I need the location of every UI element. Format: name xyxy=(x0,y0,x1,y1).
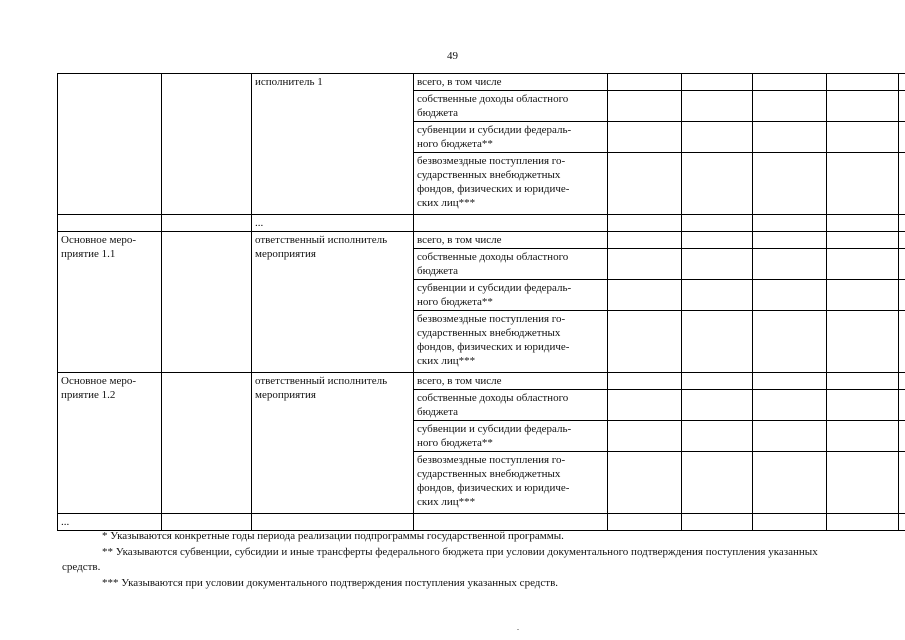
value-cell xyxy=(753,514,827,531)
value-cell xyxy=(827,421,899,452)
value-cell xyxy=(682,122,753,153)
value-cell xyxy=(753,153,827,215)
footnote-3: *** Указываются при условии документального подтверждения поступления указанных средств. xyxy=(102,576,559,589)
value-cell xyxy=(827,280,899,311)
value-cell xyxy=(753,122,827,153)
stray-mark: . xyxy=(517,623,519,632)
value-cell xyxy=(682,452,753,514)
event-name-cell xyxy=(58,74,162,215)
blank-cell xyxy=(58,215,162,232)
value-cell xyxy=(608,91,682,122)
funding-source-cell: субвенции и субсидии федераль- ного бюджета** xyxy=(414,280,608,311)
funding-source-cell: безвозмездные поступления го- сударственных внебюджетных фондов, физических и юридиче- ских лиц*** xyxy=(414,311,608,373)
value-cell xyxy=(827,514,899,531)
value-cell xyxy=(827,232,899,249)
ellipsis-cell: ... xyxy=(58,514,162,531)
footnote-1: * Указываются конкретные годы периода реализации подпрограммы государственной программы. xyxy=(102,530,564,542)
value-cell xyxy=(608,514,682,531)
funding-source-cell: безвозмездные поступления го- сударственных внебюджетных фондов, физических и юридиче- ских лиц*** xyxy=(414,452,608,514)
value-cell xyxy=(682,514,753,531)
funding-source-cell: субвенции и субсидии федераль- ного бюджета** xyxy=(414,122,608,153)
value-cell xyxy=(753,311,827,373)
value-cell xyxy=(899,280,905,311)
value-cell xyxy=(899,122,905,153)
value-cell xyxy=(753,249,827,280)
value-cell xyxy=(827,390,899,421)
value-cell xyxy=(753,74,827,91)
value-cell xyxy=(608,280,682,311)
funding-source-cell: всего, в том числе xyxy=(414,74,608,91)
value-cell xyxy=(608,311,682,373)
value-cell xyxy=(899,514,905,531)
value-cell xyxy=(753,215,827,232)
value-cell xyxy=(682,74,753,91)
value-cell xyxy=(608,421,682,452)
blank-cell xyxy=(414,215,608,232)
value-cell xyxy=(608,249,682,280)
blank-cell xyxy=(162,514,252,531)
table-row-ellipsis xyxy=(58,514,905,531)
page-number: 49 xyxy=(447,50,458,62)
value-cell xyxy=(827,91,899,122)
value-cell xyxy=(608,452,682,514)
value-cell xyxy=(899,452,905,514)
value-cell xyxy=(608,153,682,215)
value-cell xyxy=(827,373,899,390)
value-cell xyxy=(682,91,753,122)
value-cell xyxy=(753,421,827,452)
value-cell xyxy=(899,74,905,91)
table-row-ellipsis xyxy=(58,215,905,232)
value-cell xyxy=(682,421,753,452)
executor-cell: ответственный исполнитель мероприятия xyxy=(252,373,414,514)
table-row xyxy=(58,232,905,249)
value-cell xyxy=(899,421,905,452)
value-cell xyxy=(899,153,905,215)
value-cell xyxy=(682,373,753,390)
value-cell xyxy=(899,249,905,280)
event-name-cell: Основное меро- приятие 1.2 xyxy=(58,373,162,514)
value-cell xyxy=(682,153,753,215)
event-name-cell: Основное меро- приятие 1.1 xyxy=(58,232,162,373)
code-cell xyxy=(162,232,252,373)
value-cell xyxy=(753,373,827,390)
value-cell xyxy=(827,452,899,514)
blank-cell xyxy=(162,215,252,232)
value-cell xyxy=(682,390,753,421)
funding-source-cell: субвенции и субсидии федераль- ного бюджета** xyxy=(414,421,608,452)
value-cell xyxy=(753,280,827,311)
value-cell xyxy=(608,232,682,249)
value-cell xyxy=(899,215,905,232)
value-cell xyxy=(608,215,682,232)
funding-source-cell: собственные доходы областного бюджета xyxy=(414,91,608,122)
value-cell xyxy=(682,280,753,311)
funding-source-cell: всего, в том числе xyxy=(414,373,608,390)
value-cell xyxy=(682,311,753,373)
code-cell xyxy=(162,373,252,514)
blank-cell xyxy=(252,514,414,531)
value-cell xyxy=(753,452,827,514)
value-cell xyxy=(827,74,899,91)
value-cell xyxy=(753,91,827,122)
value-cell xyxy=(899,232,905,249)
table-row xyxy=(58,373,905,390)
blank-cell xyxy=(414,514,608,531)
funding-source-cell: собственные доходы областного бюджета xyxy=(414,390,608,421)
value-cell xyxy=(827,122,899,153)
value-cell xyxy=(682,215,753,232)
footnotes xyxy=(62,529,858,591)
value-cell xyxy=(608,122,682,153)
executor-cell: исполнитель 1 xyxy=(252,74,414,215)
value-cell xyxy=(899,373,905,390)
value-cell xyxy=(899,311,905,373)
budget-table xyxy=(57,73,905,531)
value-cell xyxy=(827,215,899,232)
value-cell xyxy=(899,390,905,421)
funding-source-cell: собственные доходы областного бюджета xyxy=(414,249,608,280)
value-cell xyxy=(827,153,899,215)
value-cell xyxy=(753,232,827,249)
value-cell xyxy=(827,249,899,280)
value-cell xyxy=(608,390,682,421)
value-cell xyxy=(608,373,682,390)
value-cell xyxy=(753,390,827,421)
value-cell xyxy=(827,311,899,373)
value-cell xyxy=(899,91,905,122)
table-row xyxy=(58,74,905,91)
value-cell xyxy=(682,232,753,249)
code-cell xyxy=(162,74,252,215)
footnote-2: ** Указываются субвенции, субсидии и иные трансферты федерального бюджета при условии документального подтверждения поступления указанных средств. xyxy=(62,545,818,573)
value-cell xyxy=(608,74,682,91)
funding-source-cell: всего, в том числе xyxy=(414,232,608,249)
value-cell xyxy=(682,249,753,280)
ellipsis-cell: ... xyxy=(252,215,414,232)
funding-source-cell: безвозмездные поступления го- сударственных внебюджетных фондов, физических и юридиче- ских лиц*** xyxy=(414,153,608,215)
executor-cell: ответственный исполнитель мероприятия xyxy=(252,232,414,373)
